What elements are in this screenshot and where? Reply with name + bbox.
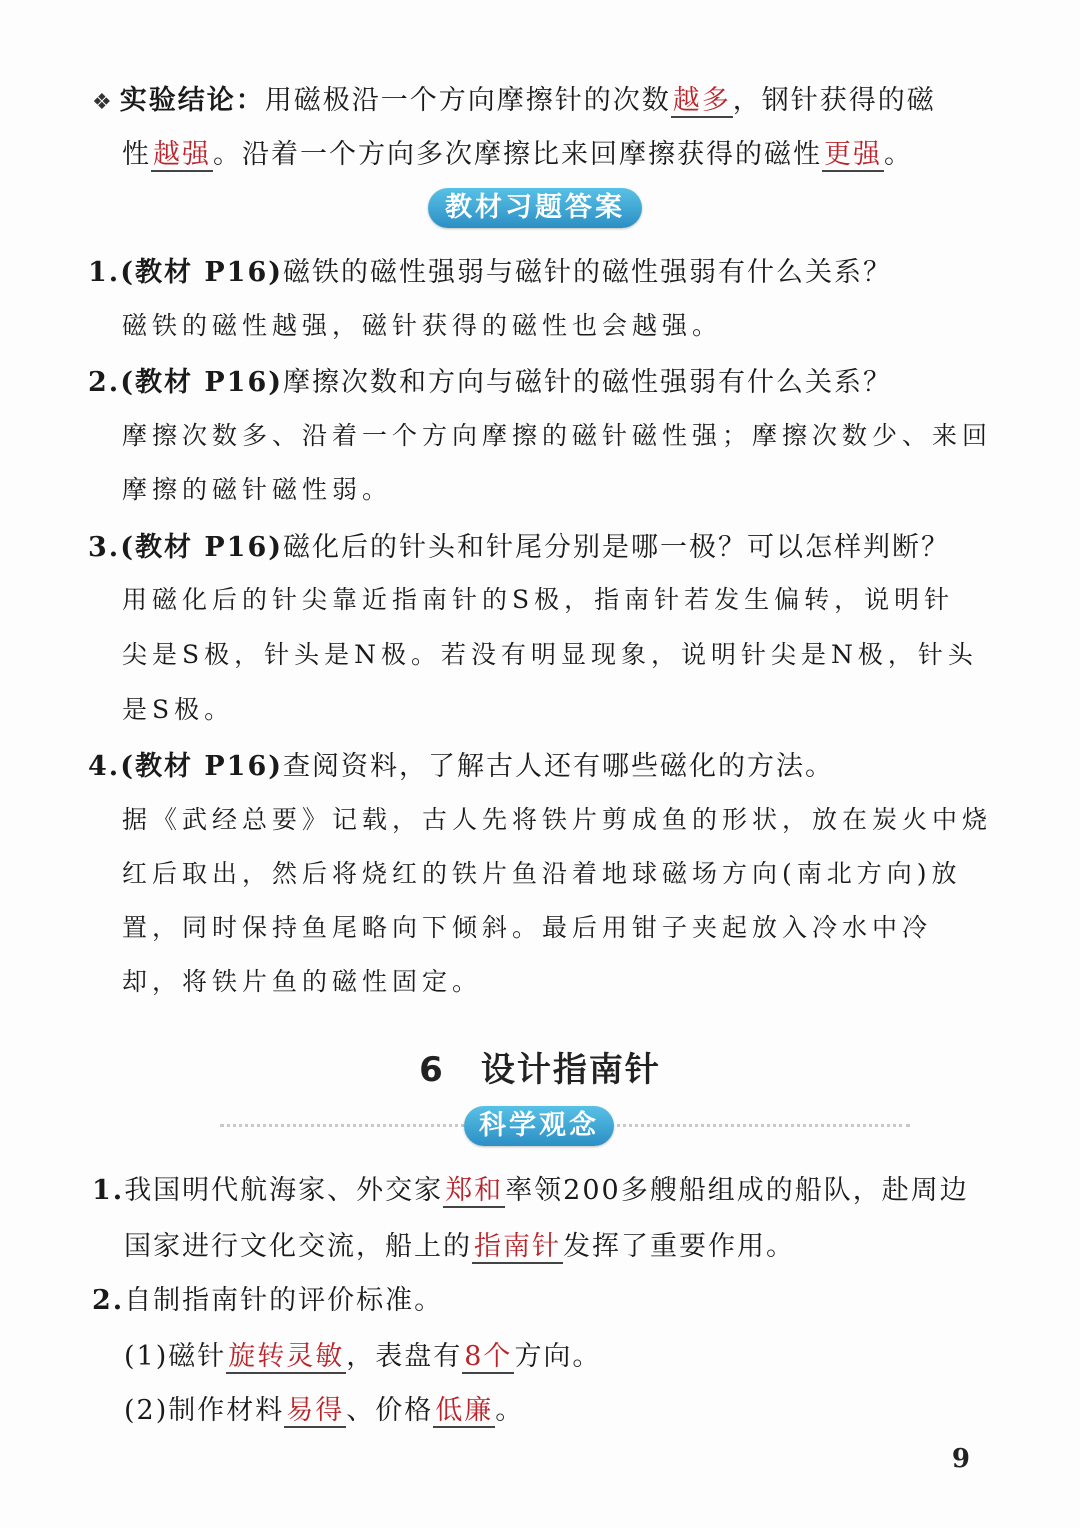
answer-4-line-3: 置，同时保持鱼尾略向下倾斜。最后用钳子夹起放入冷水中冷 xyxy=(122,913,933,942)
question-1-number: 1. xyxy=(88,257,121,288)
conclusion-answer-2: 越强 xyxy=(153,139,211,170)
concept-1-answer-1: 郑和 xyxy=(445,1175,504,1206)
question-3-source: (教材 P16) xyxy=(120,532,284,563)
textbook-answers-badge: 教材习题答案 xyxy=(428,188,642,228)
diamond-bullet-icon: ❖ xyxy=(92,90,114,115)
concept-2-sub1-answer-2: 8个 xyxy=(464,1341,513,1372)
concept-1-line-1 xyxy=(92,1168,969,1207)
concept-2-sub1-a: (1)磁针 xyxy=(124,1341,227,1372)
question-3-text: 磁化后的针头和针尾分别是哪一极？可以怎样判断？ xyxy=(283,532,951,563)
concept-2-sub2-a: (2)制作材料 xyxy=(124,1395,285,1426)
concept-2-sub2-c: 。 xyxy=(495,1395,525,1426)
concept-2-text: 自制指南针的评价标准。 xyxy=(124,1285,444,1316)
question-1-source: (教材 P16) xyxy=(120,257,284,288)
concept-1-text-d: 发挥了重要作用。 xyxy=(563,1231,795,1262)
question-4-text: 查阅资料，了解古人还有哪些磁化的方法。 xyxy=(283,751,835,782)
answer-1-line-1: 磁铁的磁性越强，磁针获得的磁性也会越强。 xyxy=(122,311,723,340)
conclusion-text-2c: 。 xyxy=(884,139,913,170)
conclusion-label: 实验结论： xyxy=(119,85,265,116)
question-1-text: 磁铁的磁性强弱与磁针的磁性强弱有什么关系？ xyxy=(283,257,893,288)
question-2 xyxy=(88,360,892,399)
answer-4-line-2: 红后取出，然后将烧红的铁片鱼沿着地球磁场方向(南北方向)放 xyxy=(122,859,962,888)
concept-2-sub1-answer-1: 旋转灵敏 xyxy=(228,1341,345,1372)
concept-2-sub1-b: ，表盘有 xyxy=(346,1341,463,1372)
science-concept-badge: 科学观念 xyxy=(464,1106,614,1146)
question-4 xyxy=(88,744,834,783)
section-heading xyxy=(0,1042,1080,1091)
conclusion-text-2b: 。沿着一个方向多次摩擦比来回摩擦获得的磁性 xyxy=(213,139,822,170)
answer-4-line-1: 据《武经总要》记载，古人先将铁片剪成鱼的形状，放在炭火中烧 xyxy=(122,805,993,834)
concept-2-sub2-answer-1: 易得 xyxy=(286,1395,345,1426)
question-3-number: 3. xyxy=(88,532,121,563)
answer-2-line-1: 摩擦次数多、沿着一个方向摩擦的磁针磁性强；摩擦次数少、来回 xyxy=(122,421,993,450)
concept-1-text-b: 率领200多艘船组成的船队，赴周边 xyxy=(505,1175,969,1206)
concept-2-sub-2 xyxy=(124,1388,524,1427)
concept-1-number: 1. xyxy=(92,1175,125,1206)
concept-1-answer-2: 指南针 xyxy=(474,1231,561,1262)
answer-3-line-3: 是S极。 xyxy=(122,695,235,724)
question-2-number: 2. xyxy=(88,367,121,398)
concept-2-sub1-c: 方向。 xyxy=(514,1341,602,1372)
concept-2-sub-1 xyxy=(124,1334,601,1373)
conclusion-text-1a: 用磁极沿一个方向摩擦针的次数 xyxy=(264,85,671,116)
conclusion-text-2a: 性 xyxy=(122,139,151,170)
conclusion-line-2 xyxy=(122,132,913,171)
answer-2-line-2: 摩擦的磁针磁性弱。 xyxy=(122,475,393,504)
conclusion-text-1b: ，钢针获得的磁 xyxy=(732,85,936,116)
conclusion-line-1 xyxy=(92,78,936,117)
section-title: 设计指南针 xyxy=(480,1050,661,1090)
concept-2-sub2-b: 、价格 xyxy=(346,1395,434,1426)
concept-2-number: 2. xyxy=(92,1285,125,1316)
conclusion-answer-3: 更强 xyxy=(824,139,882,170)
page-number: 9 xyxy=(951,1444,970,1474)
answer-4-line-4: 却，将铁片鱼的磁性固定。 xyxy=(122,967,483,996)
section-number: 6 xyxy=(419,1050,445,1090)
question-3 xyxy=(88,525,950,564)
concept-2-line-1 xyxy=(92,1278,443,1317)
concept-2-sub2-answer-2: 低廉 xyxy=(435,1395,494,1426)
answer-3-line-1: 用磁化后的针尖靠近指南针的S极，指南针若发生偏转，说明针 xyxy=(122,585,955,614)
concept-1-line-2 xyxy=(124,1224,795,1263)
question-4-number: 4. xyxy=(88,751,121,782)
concept-1-text-a: 我国明代航海家、外交家 xyxy=(124,1175,444,1206)
question-2-text: 摩擦次数和方向与磁针的磁性强弱有什么关系？ xyxy=(283,367,893,398)
question-2-source: (教材 P16) xyxy=(120,367,284,398)
question-4-source: (教材 P16) xyxy=(120,751,284,782)
answer-3-line-2: 尖是S极，针头是N极。若没有明显现象，说明针尖是N极，针头 xyxy=(122,640,978,669)
conclusion-answer-1: 越多 xyxy=(672,85,731,116)
question-1 xyxy=(88,250,892,289)
concept-1-text-c: 国家进行文化交流，船上的 xyxy=(124,1231,472,1262)
